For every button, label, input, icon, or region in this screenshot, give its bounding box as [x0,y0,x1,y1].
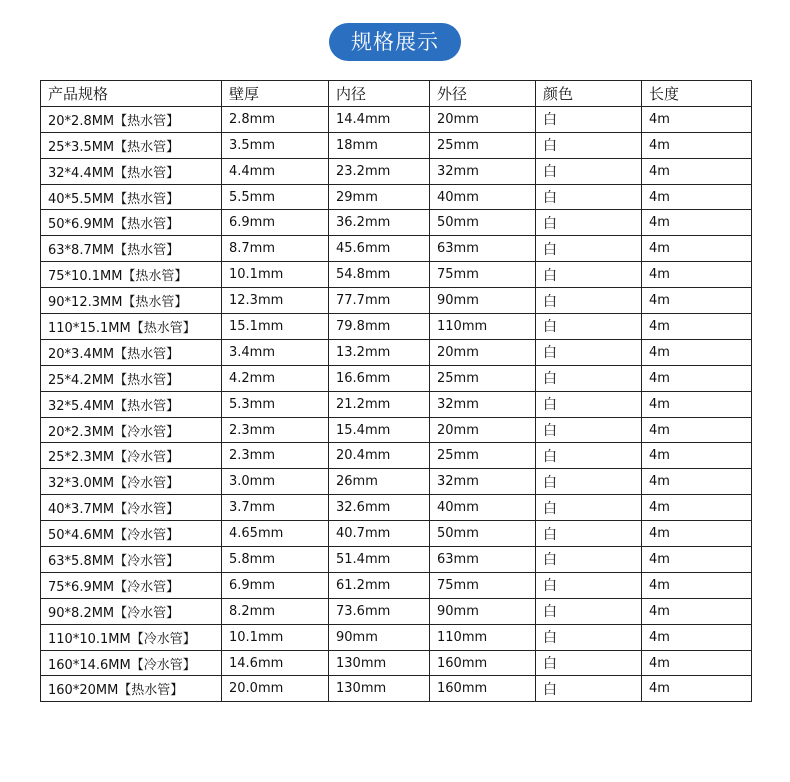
cell-color: 白 [536,288,642,314]
cell-inner-diameter: 21.2mm [329,391,430,417]
cell-length: 4m [642,391,752,417]
cell-inner-diameter: 14.4mm [329,106,430,132]
cell-wall-thickness: 6.9mm [222,210,329,236]
cell-inner-diameter: 40.7mm [329,521,430,547]
cell-length: 4m [642,210,752,236]
cell-length: 4m [642,443,752,469]
cell-spec: 25*2.3MM【冷水管】 [41,443,222,469]
cell-inner-diameter: 79.8mm [329,314,430,340]
cell-spec: 32*5.4MM【热水管】 [41,391,222,417]
cell-length: 4m [642,624,752,650]
table-row [41,158,752,184]
header-inner-diameter: 内径 [329,81,430,107]
cell-length: 4m [642,469,752,495]
cell-wall-thickness: 5.8mm [222,547,329,573]
cell-spec: 40*3.7MM【冷水管】 [41,495,222,521]
table-row [41,391,752,417]
cell-spec: 90*8.2MM【冷水管】 [41,598,222,624]
cell-color: 白 [536,547,642,573]
cell-color: 白 [536,676,642,702]
cell-length: 4m [642,314,752,340]
cell-length: 4m [642,288,752,314]
cell-inner-diameter: 32.6mm [329,495,430,521]
cell-length: 4m [642,236,752,262]
cell-outer-diameter: 25mm [430,365,536,391]
cell-color: 白 [536,443,642,469]
cell-length: 4m [642,572,752,598]
table-row [41,236,752,262]
cell-color: 白 [536,314,642,340]
cell-outer-diameter: 90mm [430,598,536,624]
cell-inner-diameter: 15.4mm [329,417,430,443]
cell-wall-thickness: 8.7mm [222,236,329,262]
header-spec: 产品规格 [41,81,222,107]
cell-color: 白 [536,365,642,391]
cell-length: 4m [642,365,752,391]
header-color: 颜色 [536,81,642,107]
cell-length: 4m [642,132,752,158]
cell-outer-diameter: 32mm [430,158,536,184]
cell-outer-diameter: 32mm [430,469,536,495]
cell-color: 白 [536,469,642,495]
cell-spec: 75*6.9MM【冷水管】 [41,572,222,598]
cell-wall-thickness: 2.8mm [222,106,329,132]
table-row [41,469,752,495]
cell-wall-thickness: 4.2mm [222,365,329,391]
cell-length: 4m [642,598,752,624]
cell-wall-thickness: 12.3mm [222,288,329,314]
cell-color: 白 [536,236,642,262]
cell-length: 4m [642,547,752,573]
cell-outer-diameter: 40mm [430,495,536,521]
cell-outer-diameter: 50mm [430,210,536,236]
cell-outer-diameter: 63mm [430,547,536,573]
table-header-row [41,81,752,107]
table-row [41,106,752,132]
cell-spec: 63*5.8MM【冷水管】 [41,547,222,573]
cell-color: 白 [536,572,642,598]
cell-length: 4m [642,417,752,443]
cell-inner-diameter: 20.4mm [329,443,430,469]
cell-wall-thickness: 14.6mm [222,650,329,676]
cell-wall-thickness: 20.0mm [222,676,329,702]
cell-wall-thickness: 5.5mm [222,184,329,210]
table-row [41,288,752,314]
cell-wall-thickness: 4.4mm [222,158,329,184]
table-row [41,598,752,624]
cell-spec: 32*4.4MM【热水管】 [41,158,222,184]
cell-spec: 110*10.1MM【冷水管】 [41,624,222,650]
table-row [41,676,752,702]
cell-length: 4m [642,158,752,184]
cell-wall-thickness: 3.0mm [222,469,329,495]
cell-inner-diameter: 61.2mm [329,572,430,598]
table-row [41,262,752,288]
cell-inner-diameter: 36.2mm [329,210,430,236]
cell-outer-diameter: 63mm [430,236,536,262]
cell-wall-thickness: 4.65mm [222,521,329,547]
cell-spec: 32*3.0MM【冷水管】 [41,469,222,495]
cell-inner-diameter: 23.2mm [329,158,430,184]
cell-inner-diameter: 77.7mm [329,288,430,314]
cell-color: 白 [536,132,642,158]
cell-inner-diameter: 29mm [329,184,430,210]
cell-length: 4m [642,676,752,702]
table-row [41,365,752,391]
cell-color: 白 [536,184,642,210]
table-row [41,547,752,573]
cell-length: 4m [642,495,752,521]
header-wall-thickness: 壁厚 [222,81,329,107]
cell-length: 4m [642,650,752,676]
table-row [41,210,752,236]
cell-color: 白 [536,391,642,417]
cell-color: 白 [536,158,642,184]
cell-wall-thickness: 3.5mm [222,132,329,158]
table-row [41,624,752,650]
cell-color: 白 [536,417,642,443]
page-title: 规格展示 [329,23,461,61]
cell-wall-thickness: 6.9mm [222,572,329,598]
cell-inner-diameter: 16.6mm [329,365,430,391]
cell-spec: 75*10.1MM【热水管】 [41,262,222,288]
cell-spec: 20*2.8MM【热水管】 [41,106,222,132]
table-row [41,417,752,443]
cell-length: 4m [642,184,752,210]
cell-outer-diameter: 20mm [430,417,536,443]
cell-outer-diameter: 25mm [430,443,536,469]
cell-color: 白 [536,598,642,624]
table-row [41,443,752,469]
cell-outer-diameter: 32mm [430,391,536,417]
cell-inner-diameter: 26mm [329,469,430,495]
cell-length: 4m [642,106,752,132]
cell-outer-diameter: 110mm [430,314,536,340]
cell-outer-diameter: 25mm [430,132,536,158]
cell-wall-thickness: 5.3mm [222,391,329,417]
cell-color: 白 [536,495,642,521]
cell-outer-diameter: 90mm [430,288,536,314]
cell-wall-thickness: 2.3mm [222,417,329,443]
cell-wall-thickness: 10.1mm [222,262,329,288]
cell-color: 白 [536,624,642,650]
cell-color: 白 [536,262,642,288]
table-row [41,184,752,210]
cell-outer-diameter: 20mm [430,339,536,365]
cell-wall-thickness: 2.3mm [222,443,329,469]
cell-color: 白 [536,521,642,547]
cell-inner-diameter: 90mm [329,624,430,650]
cell-inner-diameter: 73.6mm [329,598,430,624]
table-row [41,650,752,676]
cell-length: 4m [642,262,752,288]
cell-inner-diameter: 130mm [329,650,430,676]
table-row [41,495,752,521]
cell-outer-diameter: 40mm [430,184,536,210]
cell-wall-thickness: 8.2mm [222,598,329,624]
cell-inner-diameter: 54.8mm [329,262,430,288]
cell-spec: 90*12.3MM【热水管】 [41,288,222,314]
cell-spec: 160*20MM【热水管】 [41,676,222,702]
cell-spec: 50*6.9MM【热水管】 [41,210,222,236]
cell-inner-diameter: 45.6mm [329,236,430,262]
cell-spec: 110*15.1MM【热水管】 [41,314,222,340]
spec-table [40,80,752,702]
cell-spec: 25*3.5MM【热水管】 [41,132,222,158]
cell-spec: 20*2.3MM【冷水管】 [41,417,222,443]
table-row [41,339,752,365]
cell-color: 白 [536,650,642,676]
cell-color: 白 [536,339,642,365]
cell-inner-diameter: 18mm [329,132,430,158]
cell-length: 4m [642,339,752,365]
table-row [41,132,752,158]
cell-spec: 20*3.4MM【热水管】 [41,339,222,365]
cell-outer-diameter: 160mm [430,650,536,676]
table-row [41,572,752,598]
header-outer-diameter: 外径 [430,81,536,107]
cell-outer-diameter: 75mm [430,572,536,598]
cell-spec: 50*4.6MM【冷水管】 [41,521,222,547]
cell-outer-diameter: 50mm [430,521,536,547]
cell-color: 白 [536,106,642,132]
cell-inner-diameter: 130mm [329,676,430,702]
cell-inner-diameter: 51.4mm [329,547,430,573]
header-length: 长度 [642,81,752,107]
cell-wall-thickness: 15.1mm [222,314,329,340]
cell-spec: 25*4.2MM【热水管】 [41,365,222,391]
cell-wall-thickness: 3.4mm [222,339,329,365]
cell-wall-thickness: 10.1mm [222,624,329,650]
cell-length: 4m [642,521,752,547]
cell-outer-diameter: 20mm [430,106,536,132]
table-row [41,521,752,547]
cell-outer-diameter: 160mm [430,676,536,702]
cell-spec: 63*8.7MM【热水管】 [41,236,222,262]
cell-wall-thickness: 3.7mm [222,495,329,521]
table-row [41,314,752,340]
cell-spec: 160*14.6MM【冷水管】 [41,650,222,676]
cell-outer-diameter: 110mm [430,624,536,650]
cell-color: 白 [536,210,642,236]
cell-spec: 40*5.5MM【热水管】 [41,184,222,210]
cell-inner-diameter: 13.2mm [329,339,430,365]
cell-outer-diameter: 75mm [430,262,536,288]
